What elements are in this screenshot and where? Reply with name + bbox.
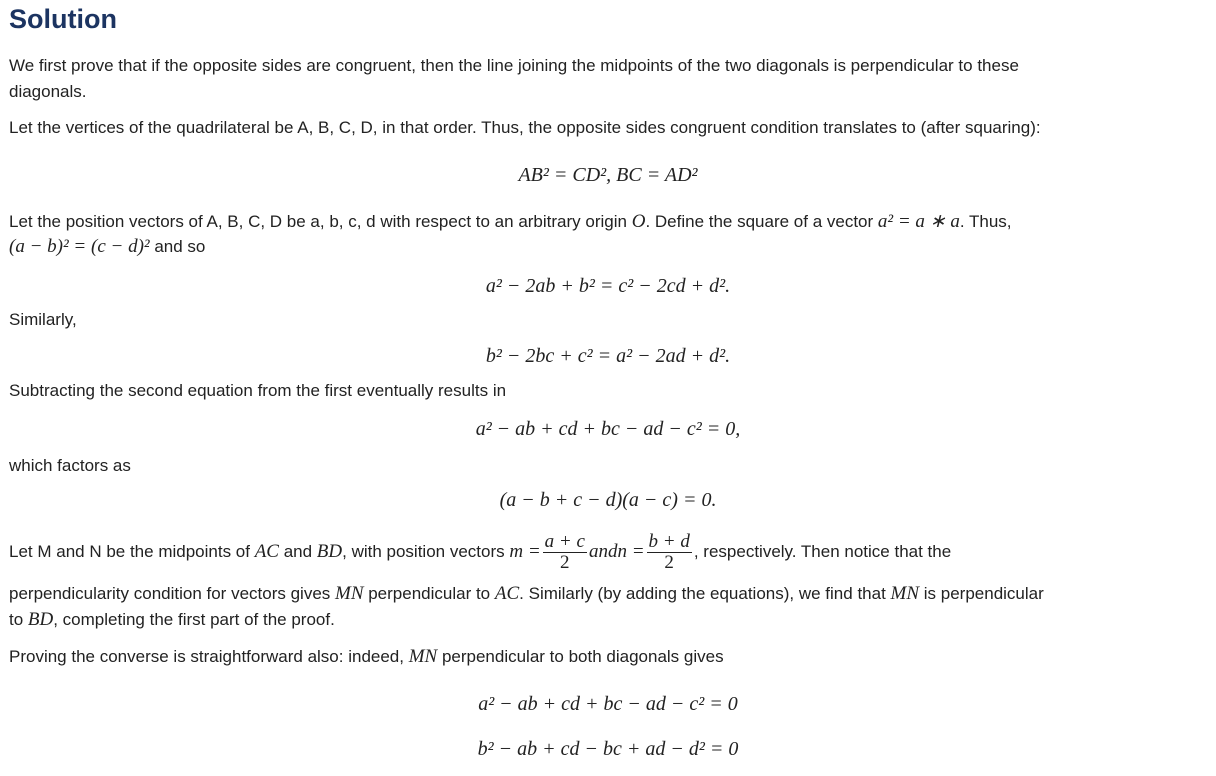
text: and so [149,237,206,256]
paragraph: which factors as [9,456,131,475]
math: BD [27,609,54,630]
equation: (a − b + c − d)(a − c) = 0. [499,489,717,511]
math: andn = [588,541,645,562]
text: and [278,542,317,561]
denominator: 2 [560,552,570,574]
equation: AB² = CD², BC = AD² [518,164,698,186]
paragraph [9,235,205,259]
math: O [631,211,646,232]
paragraph [9,210,1012,234]
paragraph: We first prove that if the opposite sides are congruent, then the line joining the midpoints of the two diagonals is perpendicular to these [9,56,1019,75]
text: perpendicular to [363,584,495,603]
text: , respectively. Then notice that the [693,542,952,561]
math: AC [494,583,520,604]
paragraph: Similarly, [9,310,77,329]
fraction [543,532,587,573]
text: . Thus, [959,212,1012,231]
equation: b² − 2bc + c² = a² − 2ad + d². [485,345,731,367]
fraction [647,532,692,573]
paragraph [9,582,1044,606]
numerator: a + c [544,531,585,553]
paragraph [9,645,724,669]
paragraph: Let the vertices of the quadrilateral be A, B, C, D, in that order. Thus, the opposite sides congruent condition translates to (after squaring): [9,118,1041,137]
paragraph [9,608,335,632]
text: Let the position vectors of A, B, C, D be a, b, c, d with respect to an arbitrary origin [9,212,632,231]
text: , completing the first part of the proof. [53,610,335,629]
equation: a² − ab + cd + bc − ad − c² = 0, [475,418,741,440]
text: to [9,610,28,629]
numerator: b + d [648,531,690,553]
section-title: Solution [9,4,117,34]
equation: a² − ab + cd + bc − ad − c² = 0 [478,693,738,715]
math: AC [254,541,279,562]
text: is perpendicular [919,584,1044,603]
paragraph: Subtracting the second equation from the first eventually results in [9,381,507,400]
equation: b² − ab + cd − bc + ad − d² = 0 [477,738,739,760]
math: m = [509,541,541,562]
math: MN [335,583,364,604]
denominator: 2 [664,552,674,574]
text: Proving the converse is straightforward also: indeed, [9,647,409,666]
text: perpendicularity condition for vectors gives [9,584,335,603]
text: perpendicular to both diagonals gives [437,647,724,666]
math: a² = a ∗ a [877,211,960,232]
paragraph: diagonals. [9,82,87,101]
text: , with position vectors [342,542,510,561]
math: BD [316,541,343,562]
text: . Similarly (by adding the equations), we find that [519,584,891,603]
text: Let M and N be the midpoints of [9,542,255,561]
paragraph [9,532,951,573]
math: (a − b)² = (c − d)² [9,236,150,257]
math: MN [890,583,920,604]
equation: a² − 2ab + b² = c² − 2cd + d². [485,275,731,297]
math: MN [408,646,438,667]
text: . Define the square of a vector [645,212,878,231]
